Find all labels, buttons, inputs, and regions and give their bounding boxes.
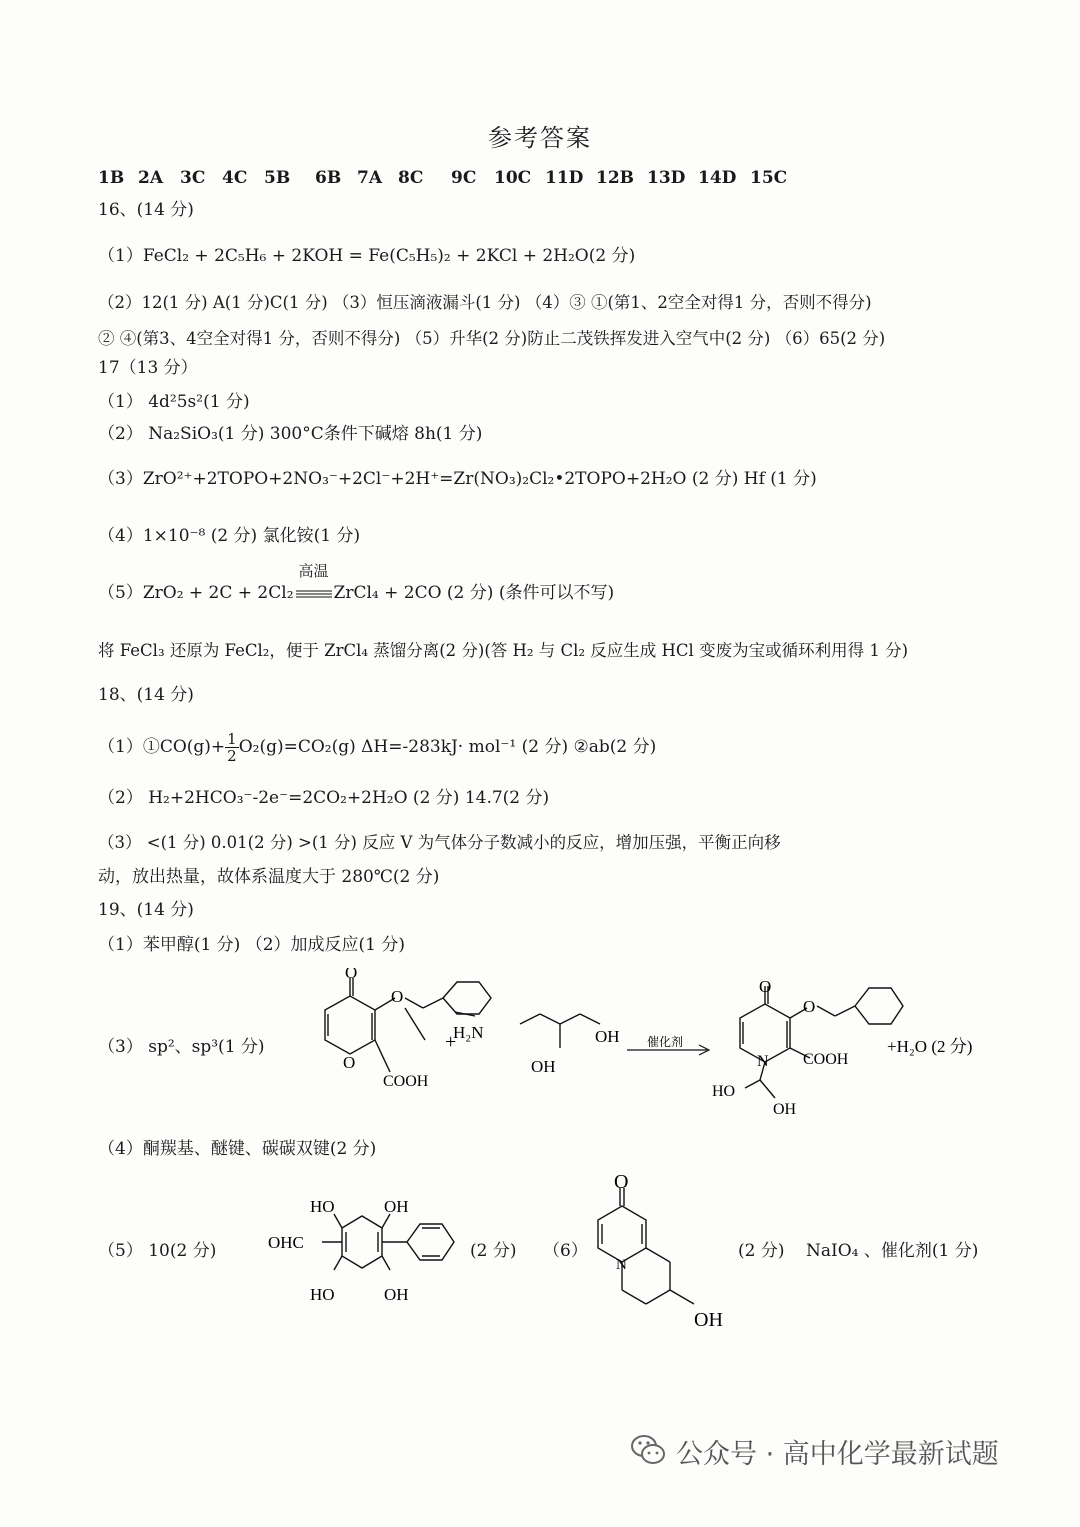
byproduct-water: +H₂O (2 分) [887, 1037, 973, 1056]
q17-line2: （2） Na₂SiO₃(1 分) 300°C条件下碱熔 8h(1 分) [98, 424, 483, 444]
q19-line1: （1）苯甲醇(1 分) （2）加成反应(1 分) [98, 935, 406, 955]
quinolizinone-structure [580, 1168, 740, 1338]
wechat-icon [630, 1433, 666, 1467]
atom-label: O [614, 1171, 629, 1193]
atom-label: OH [773, 1101, 797, 1118]
q17-header: 17（13 分） [98, 358, 198, 378]
q18-l1-post: O₂(g)=CO₂(g) ΔH=-283kJ· mol⁻¹ (2 分) ②ab(2 分) [238, 737, 657, 757]
atom-label: COOH [383, 1073, 429, 1090]
q16-l1-label: （1） [98, 246, 143, 266]
reaction-condition-arrow [296, 562, 332, 603]
q17-line1: （1） 4d²5s²(1 分) [98, 392, 250, 412]
q19-line4: （4）酮羰基、醚键、碳碳双键(2 分) [98, 1139, 377, 1159]
biphenyl-aldehyde-structure [262, 1188, 502, 1308]
q19-line3-label: （3） sp²、sp³(1 分) [98, 1037, 265, 1057]
q18-line3: （3） <(1 分) 0.01(2 分) >(1 分) 反应 V 为气体分子数减小的反应，增加压强，平衡正向移 [98, 833, 781, 852]
reaction-scheme [295, 968, 995, 1118]
atom-label: O [759, 977, 772, 996]
atom-label: OH [384, 1197, 409, 1216]
q19-line5-label: （5） 10(2 分) [98, 1241, 217, 1261]
q18-l1-pre: （1）①CO(g)+ [98, 737, 226, 757]
q19-line5-score: (2 分) [470, 1241, 517, 1261]
q18-line4: 动，放出热量，故体系温度大于 280℃(2 分) [98, 867, 440, 887]
atom-label: O [803, 997, 816, 1016]
q19-line6-reagents: NaIO₄ 、催化剂(1 分) [806, 1241, 979, 1261]
q16-line3: ② ④(第3、4空全对得1 分，否则不得分) （5）升华(2 分)防止二茂铁挥发进入空气中(2 分) （6）65(2 分) [98, 329, 886, 348]
mc-answer: 5B [264, 168, 291, 188]
fraction [225, 731, 239, 764]
q17-line6: 将 FeCl₃ 还原为 FeCl₂，便于 ZrCl₄ 蒸馏分离(2 分)(答 H₂ 与 Cl₂ 反应生成 HCl 变废为宝或循环利用得 1 分) [98, 641, 909, 660]
atom-label: N [616, 1257, 627, 1273]
mc-answer: 8C [398, 168, 424, 188]
mc-answer: 1B [98, 168, 125, 188]
q18-line2: （2） H₂+2HCO₃⁻-2e⁻=2CO₂+2H₂O (2 分) 14.7(2 分) [98, 788, 550, 808]
arrow-label: 催化剂 [647, 1035, 684, 1049]
q19-line6-label: （6） [543, 1241, 588, 1261]
plus-sign: + [445, 1031, 457, 1053]
mc-answer: 13D [647, 168, 686, 188]
mc-answer: 3C [180, 168, 206, 188]
q19-header: 19、(14 分) [98, 900, 194, 920]
mc-answer: 12B [596, 168, 635, 188]
atom-label: HO [310, 1285, 335, 1304]
atom-label: OHC [268, 1233, 304, 1252]
reaction-condition: 高温 [298, 562, 329, 580]
q16-line2: （2）12(1 分) A(1 分)C(1 分) （3）恒压滴液漏斗(1 分) （4）③ ①(第1、2空全对得1 分，否则不得分) [98, 293, 872, 312]
q17-l5-products: ZrCl₄ + 2CO (2 分) (条件可以不写) [333, 583, 615, 603]
fraction-numerator: 1 [227, 730, 237, 748]
mc-answer: 7A [357, 168, 383, 188]
atom-label: N [757, 1053, 769, 1070]
q16-header: 16、(14 分) [98, 200, 194, 220]
q16-line1 [98, 246, 635, 266]
q18-header: 18、(14 分) [98, 685, 194, 705]
mc-answer: 10C [494, 168, 532, 188]
atom-label: COOH [803, 1051, 849, 1068]
atom-label: O [345, 968, 358, 982]
atom-label: HO [310, 1197, 335, 1216]
atom-label: OH [531, 1057, 556, 1076]
q17-line5 [98, 562, 615, 603]
q16-l1-equation: FeCl₂ + 2C₅H₆ + 2KOH = Fe(C₅H₅)₂ + 2KCl + 2H₂O(2 分) [142, 246, 636, 266]
mc-answer: 15C [750, 168, 788, 188]
footer-watermark: 公众号 · 高中化学最新试题 [676, 1439, 999, 1470]
mc-answer: 6B [315, 168, 342, 188]
mc-answer: 11D [545, 168, 584, 188]
mc-answer: 4C [222, 168, 248, 188]
q17-l5-reactants: （5）ZrO₂ + 2C + 2Cl₂ [98, 583, 294, 603]
q17-line4: （4）1×10⁻⁸ (2 分) 氯化铵(1 分) [98, 526, 361, 546]
q18-line1 [98, 731, 656, 764]
atom-label: OH [694, 1309, 723, 1331]
mc-answer: 9C [451, 168, 477, 188]
atom-label: OH [384, 1285, 409, 1304]
atom-label: H₂N [453, 1023, 484, 1042]
fraction-denominator: 2 [227, 747, 237, 765]
atom-label: O [343, 1053, 356, 1072]
q17-line3: （3）ZrO²⁺+2TOPO+2NO₃⁻+2Cl⁻+2H⁺=Zr(NO₃)₂Cl₂•2TOPO+2H₂O (2 分) Hf (1 分) [98, 469, 817, 489]
mc-answer: 14D [698, 168, 737, 188]
atom-label: O [391, 987, 404, 1006]
equal-sign-icon [296, 589, 332, 599]
atom-label: HO [712, 1083, 736, 1100]
q19-line6-score: (2 分) [738, 1241, 785, 1261]
atom-label: OH [595, 1027, 620, 1046]
page-title: 参考答案 [488, 124, 592, 152]
mc-answer: 2A [138, 168, 164, 188]
pyridinone-product-structure [740, 986, 903, 1098]
